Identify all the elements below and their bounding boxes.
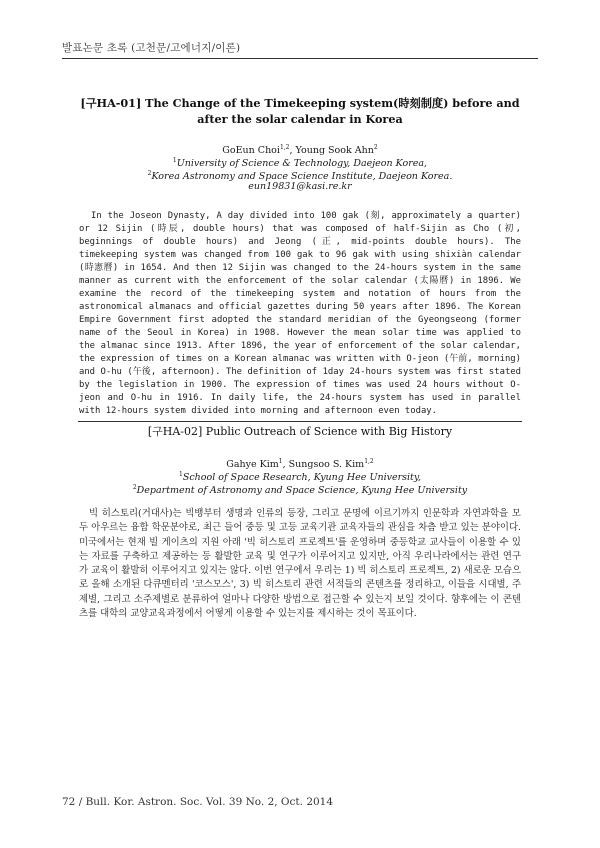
affiliation-text: University of Science & Technology, Daejeon Korea, <box>176 158 428 170</box>
author-name: Sungsoo S. Kim <box>288 459 365 471</box>
abstract-2-title-text: Public Outreach of Science with Big History <box>202 425 453 438</box>
author-name: Young Sook Ahn <box>295 145 374 157</box>
abstract-2-title <box>70 424 530 440</box>
abstract-2-code: [구HA-02] <box>147 425 203 438</box>
running-head: 발표논문 초록 (고천문/고에너지/이론) <box>62 42 241 54</box>
section-divider <box>78 421 522 422</box>
abstract-1-email: eun19831@kasi.re.kr <box>248 181 352 192</box>
author-superscript: 2 <box>373 144 378 151</box>
abstract-2-paragraph: 빅 히스토리(거대사)는 빅뱅부터 생명과 인류의 등장, 그리고 문명에 이르기까지 인문학과 자연과학을 모두 아우르는 융합 학문분야로, 최근 들어 중등 및 고등 교육기관 교육자들의 관심을 차츰 받고 있는 분야이다. 미국에서는 현재 빌 게이츠의 지원 아래 '빅 히스토리 프로젝트'를 운영하며 중등학교 교사들이 이용할 수 있는 자료를 구축하고 제공하는 등 활발한 교육 및 연구가 이루어지고 있지만, 아직 우리나라에서는 관련 연구가 교육이 활발히 이루어지고 있지는 않다. 이번 연구에서 우리는 1) 빅 히스토리 프로젝트, 2) 새로운 모습으로 올해 소개된 다큐멘터리 '코스모스', 3) 빅 히스토리 관련 서적들의 콘텐츠를 정리하고, 이들을 시대별, 주제별, 그리고 소주제별로 분류하여 얼마나 다양한 방법으로 접근할 수 있는지 보일 것이다. 향후에는 이 콘텐츠를 대학의 교양교육과정에서 어떻게 이용할 수 있는지를 제시하는 것이 목표이다. <box>79 508 521 620</box>
author-separator: , <box>289 145 296 157</box>
affiliation-superscript: 2 <box>132 484 137 491</box>
header-rule <box>62 58 538 59</box>
abstract-2-body <box>79 507 521 621</box>
page-footer: 72 / Bull. Kor. Astron. Soc. Vol. 39 No. 2, Oct. 2014 <box>62 796 334 808</box>
abstract-2-affiliation-2 <box>62 481 538 497</box>
abstract-1-title-line-1: [구HA-01] The Change of the Timekeeping system(時刻制度) before and <box>80 96 520 110</box>
abstract-1-body <box>79 210 521 418</box>
affiliation-superscript: 1 <box>179 471 183 478</box>
affiliation-text: School of Space Research, Kyung Hee University, <box>182 472 421 484</box>
author-separator: , <box>282 459 289 471</box>
affiliation-superscript: 2 <box>147 170 152 177</box>
affiliation-text: Department of Astronomy and Space Science, Kyung Hee University <box>136 485 468 497</box>
abstract-1-title <box>70 95 530 127</box>
affiliation-text: Korea Astronomy and Space Science Institute, Daejeon Korea. <box>151 171 453 183</box>
author-superscript: 1,2 <box>279 144 290 151</box>
author-superscript: 1,2 <box>364 458 374 465</box>
author-name: GoEun Choi <box>222 145 280 157</box>
abstract-1-paragraph: In the Joseon Dynasty, A day divided into 100 gak (刻, approximately a quarter) or 12 Sijin (時辰, double hours) that was composed of half-Sijin as Cho (初, beginnings of double hours) and Jeong (正, mid-points double hours). The timekeeping system was changed from 100 gak to 96 gak with using shixiàn calendar (時憲曆) in 1654. And then 12 Sijin was changed to the 24-hours system in the same manner as current with the enforcement of the solar calendar (太陽曆) in 1896. We examine the record of the timekeeping system and notation of hours from the astronomical almanacs and official gazettes during 50 years after 1896. The Korean Empire Government first adopted the standard meridian of the Gyeongseong (former name of the Seoul in Korea) in 1908. However the mean solar time was applied to the almanac since 1913. After 1896, the year of enforcement of the solar calendar, the expression of times on a Korean almanac was written with O-jeon (午前, morning) and O-hu (午後, afternoon). The definition of 1day 24-hours system was first stated by the legislation in 1900. The expression of times was used 24 hours without O-jeon and O-hu in 1916. In daily life, the 24-hours system has used in parallel with 12-hours system divided into morning and afternoon even today. <box>79 211 521 416</box>
author-superscript: 1 <box>278 458 283 465</box>
abstract-1-title-line-2: after the solar calendar in Korea <box>197 112 403 126</box>
affiliation-superscript: 1 <box>172 157 177 164</box>
author-name: Gahye Kim <box>226 459 279 471</box>
